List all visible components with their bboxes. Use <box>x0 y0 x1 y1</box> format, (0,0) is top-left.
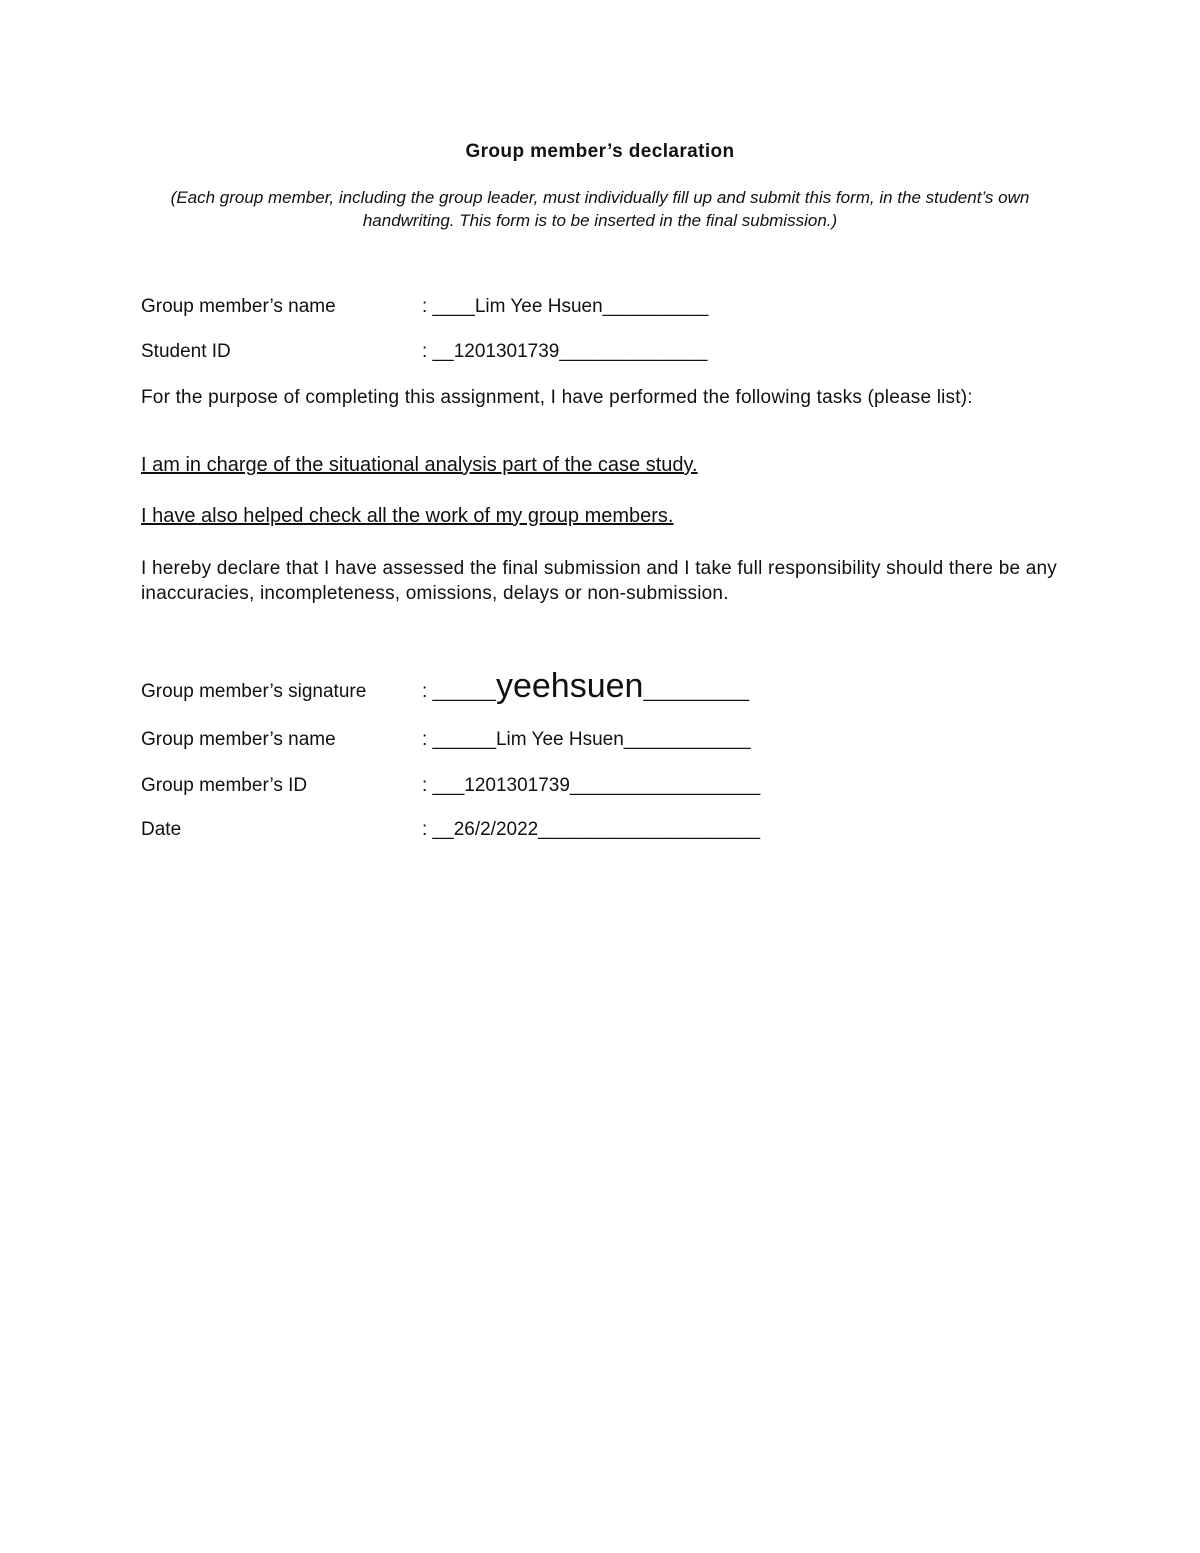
signature-label: Group member’s signature <box>141 681 367 702</box>
date-value: : __26/2/2022_____________________ <box>422 819 761 840</box>
tasks-prompt: For the purpose of completing this assignment, I have performed the following tasks (please list): <box>141 387 973 408</box>
instructions-note: (Each group member, including the group leader, must individually fill up and submit this form, in the student’s own handwriting. This form is to be inserted in the final submission.) <box>170 188 1030 230</box>
member-name-value: : ______Lim Yee Hsuen____________ <box>422 729 751 750</box>
name-field-value: : ____Lim Yee Hsuen__________ <box>422 296 709 317</box>
member-id-label: Group member’s ID <box>141 775 308 796</box>
signature: yeehsuen <box>495 667 644 705</box>
date-label: Date <box>141 819 182 840</box>
task-item: I have also helped check all the work of my group members. <box>141 505 674 527</box>
student-id-value: : __1201301739______________ <box>422 341 708 362</box>
member-name-label: Group member’s name <box>141 729 336 750</box>
signature-value: : ______yeehsuen__________ <box>422 667 750 705</box>
student-id-label: Student ID <box>141 341 231 362</box>
declaration-statement: I hereby declare that I have assessed the final submission and I take full responsibility should there be any inaccuracies, incompleteness, omissions, delays or non-submission. <box>141 558 1057 604</box>
page-title: Group member’s declaration <box>465 141 735 162</box>
member-id-value: : ___1201301739__________________ <box>422 775 761 796</box>
task-item: I am in charge of the situational analysis part of the case study. <box>141 454 698 476</box>
name-field-label: Group member’s name <box>141 296 336 317</box>
